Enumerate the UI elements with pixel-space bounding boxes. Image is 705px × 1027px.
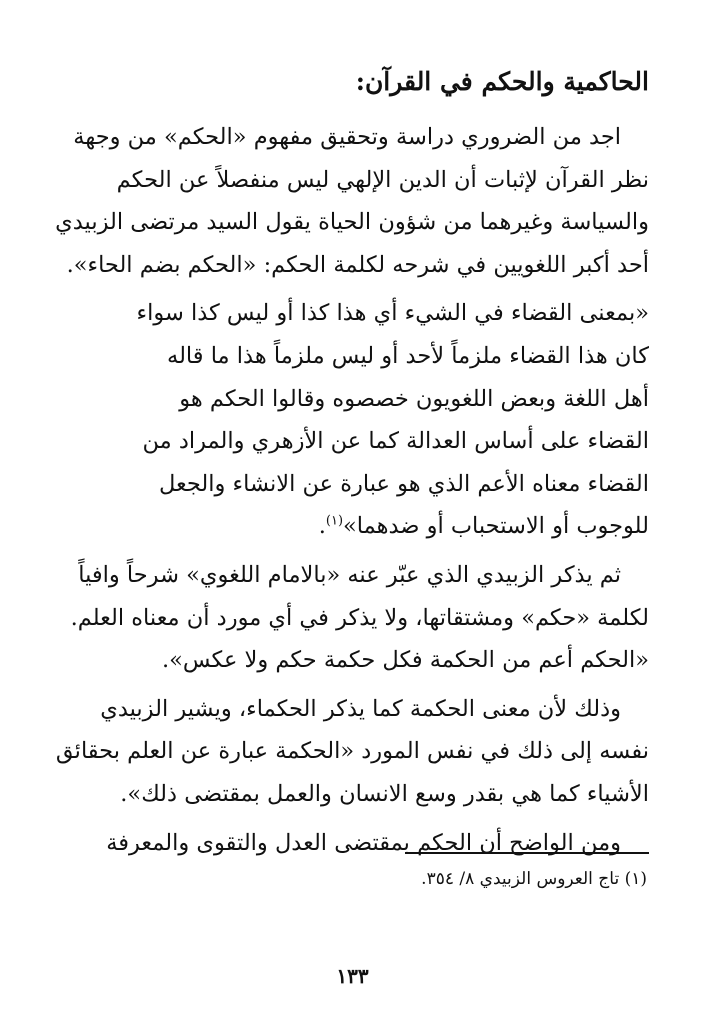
footnote-ref[interactable]: (١) (325, 513, 344, 529)
page-number: ١٣٣ (336, 964, 369, 988)
quote-end: . (318, 513, 326, 540)
paragraph-continuation: ومن الواضح أن الحكم بمقتضى العدل والتقوى والمعرفة (106, 829, 621, 856)
quote-text: «بمعنى القضاء في الشيء أي هذا كذا أو ليس كذا سواء كان هذا القضاء ملزماً لأحد أو ليس ملزماً هذا ما قاله أهل اللغة وبعض اللغويون خصصوه وقالوا الحكم هو القضاء على أساس العدالة كما عن الأزهري والمراد من القضاء معناه الأعم الذي هو عبارة عن الانشاء والجعل للوجوب أو الاستحباب أو ضدهما» (136, 300, 649, 540)
quote-definition (52, 292, 649, 548)
paragraph-intro: اجد من الضروري دراسة وتحقيق مفهوم «الحكم» من وجهة نظر القرآن لإثبات أن الدين الإلهي ليس منفصلاً عن الحكم والسياسة وغيرهما من شؤون الحياة يقول السيد مرتضى الزبيدي أحد أكبر اللغويين في شرحه لكلمة الحكم: «الحكم بضم الحاء». (55, 124, 649, 278)
paragraph-zubaidi: ثم يذكر الزبيدي الذي عبّر عنه «بالامام اللغوي» شرحاً وافياً لكلمة «حكم» ومشتقاتها، ولا يذكر في أي مورد أن معناه العلم. «الحكم أعم من الحكمة فكل حكمة حكم ولا عكس». (70, 561, 649, 674)
footnote-text: (١) تاج العروس الزبيدي ٨/ ٣٥٤. (421, 869, 647, 889)
paragraph-wisdom: وذلك لأن معنى الحكمة كما يذكر الحكماء، ويشير الزبيدي نفسه إلى ذلك في نفس المورد «الحكمة عبارة عن العلم بحقائق الأشياء كما هي بقدر وسع الانسان والعمل بمقتضى ذلك». (55, 695, 649, 807)
footnote-divider (405, 852, 649, 854)
section-heading: الحاكمية والحكم في القرآن: (355, 67, 649, 96)
body-text (52, 116, 649, 870)
